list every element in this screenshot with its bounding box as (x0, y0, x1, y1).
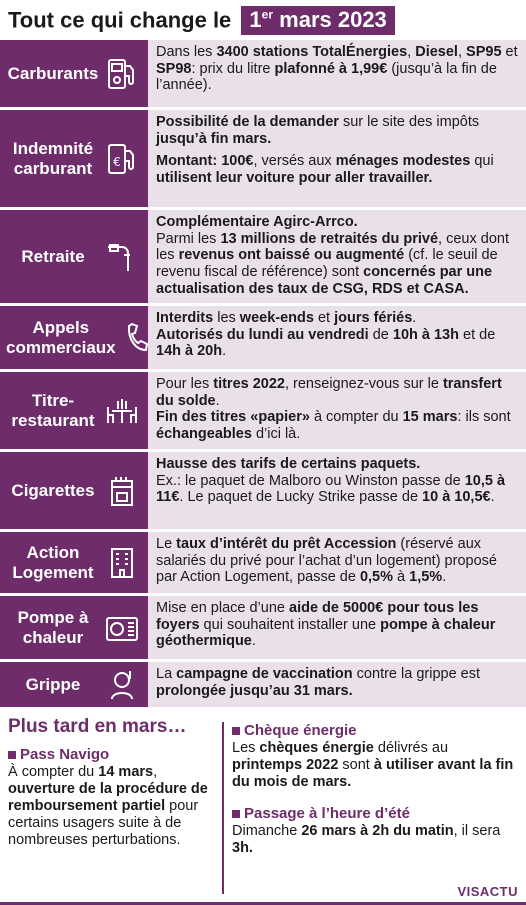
bullet-square-icon (232, 810, 240, 818)
row-label-cell (0, 210, 148, 303)
sick-person-icon (104, 667, 140, 703)
title-date-day: 1 (249, 7, 262, 32)
svg-text:€: € (113, 154, 121, 169)
brand-logo: VISACTU (457, 884, 518, 899)
row-action-logement (0, 532, 526, 596)
later-left-column (8, 746, 218, 850)
row-carburants (0, 40, 526, 110)
changes-list (0, 40, 526, 710)
row-label-cell (0, 110, 148, 207)
pass-navigo-heading-text: Pass Navigo (20, 746, 110, 763)
title-date-badge (241, 6, 394, 35)
later-right-column (232, 722, 520, 858)
row-content: Interdits les week-ends et jours fériés. Autorisés du lundi au vendredi de 10h à 13h et de 14h à 20h. (148, 306, 526, 369)
bullet-square-icon (232, 727, 240, 735)
building-icon (104, 545, 140, 581)
fuel-pump-euro-icon (104, 141, 140, 177)
cheque-energie-heading (232, 722, 520, 740)
row-label-cell (0, 40, 148, 107)
heure-ete-block (232, 805, 520, 857)
row-label-cell (0, 372, 148, 449)
row-content: Possibilité de la demander sur le site des impôts jusqu’à fin mars. Montant: 100€, versés aux ménages modestes qui utilisent leur voiture pour aller travailler. (148, 110, 526, 207)
row-label: Retraite (21, 246, 85, 266)
row-content: Hausse des tarifs de certains paquets. Ex.: le paquet de Malboro ou Winston passe de 10,5 à 11€. Le paquet de Lucky Strike passe de 10 à 10,5€. (148, 452, 526, 529)
row-label: Carburants (7, 63, 99, 83)
row-content: Le taux d’intérêt du prêt Accession (réservé aux salariés du privé pour l’achat d’un logement) proposé par Action Logement, passe de 0,5% à 1,5%. (148, 532, 526, 593)
row-label-cell (0, 306, 148, 369)
row-grippe (0, 662, 526, 710)
row-cigarettes (0, 452, 526, 532)
row-content: Mise en place d’une aide de 5000€ pour tous les foyers qui souhaitent installer une pompe à chaleur géothermique. (148, 596, 526, 659)
heat-pump-icon (104, 610, 140, 646)
row-label: Grippe (25, 674, 81, 694)
pass-navigo-body: À compter du 14 mars, ouverture de la procédure de remboursement partiel pour certains usagers suite à de nombreuses perturbations. (8, 764, 208, 849)
row-label: Appels commerciaux (6, 318, 116, 357)
row-label-cell (0, 662, 148, 707)
row-label: Pompe à chaleur (17, 608, 89, 647)
cheque-energie-body: Les chèques énergie délivrés au printemps 2022 sont à utiliser avant la fin du mois de mars. (232, 740, 514, 791)
column-divider (222, 722, 224, 894)
later-title: Plus tard en mars… (8, 716, 187, 737)
page-title (0, 0, 526, 40)
bullet-square-icon (8, 751, 16, 759)
row-content: Dans les 3400 stations TotalÉnergies, Diesel, SP95 et SP98: prix du litre plafonné à 1,99€ (jusqu’à la fin de l’année). (148, 40, 526, 107)
row-retraite (0, 210, 526, 306)
row-label-cell (0, 452, 148, 529)
pass-navigo-heading (8, 746, 218, 764)
heure-ete-heading-text: Passage à l’heure d’été (244, 805, 410, 823)
row-content: Complémentaire Agirc-Arrco. Parmi les 13 millions de retraités du privé, ceux dont les revenus ont baissé ou augmenté (cf. le seuil de revenu fiscal de référence) sont concernés par une actualisation des taux de CSG, RDS et CASA. (148, 210, 526, 303)
row-indemnite-carburant (0, 110, 526, 210)
title-date-sup: er (261, 7, 274, 22)
restaurant-table-icon (104, 393, 140, 429)
title-prefix: Tout ce qui change le (8, 7, 232, 33)
row-titre-restaurant (0, 372, 526, 452)
row-label: Titre-restaurant (11, 391, 95, 430)
heure-ete-heading (232, 805, 520, 823)
row-pompe-chaleur (0, 596, 526, 662)
cheque-energie-block (232, 722, 520, 791)
row-content: Pour les titres 2022, renseignez-vous sur le transfert du solde. Fin des titres «papier» à compter du 15 mars: ils sont échangeables d’ici là. (148, 372, 526, 449)
row-label: Action Logement (12, 543, 94, 582)
later-in-march-section (0, 712, 526, 905)
row-label: Cigarettes (11, 480, 95, 500)
row-content: La campagne de vaccination contre la grippe est prolongée jusqu’au 31 mars. (148, 662, 526, 707)
cheque-energie-heading-text: Chèque énergie (244, 722, 357, 739)
cane-hand-icon (104, 239, 140, 275)
fuel-pump-icon (104, 56, 140, 92)
cigarette-pack-icon (104, 473, 140, 509)
title-date-rest: mars 2023 (279, 7, 387, 32)
heure-ete-body: Dimanche 26 mars à 2h du matin, il sera 3h. (232, 823, 501, 857)
row-appels-commerciaux (0, 306, 526, 372)
row-label-cell (0, 596, 148, 659)
row-label: Indemnité carburant (12, 139, 94, 178)
row-label-cell (0, 532, 148, 593)
